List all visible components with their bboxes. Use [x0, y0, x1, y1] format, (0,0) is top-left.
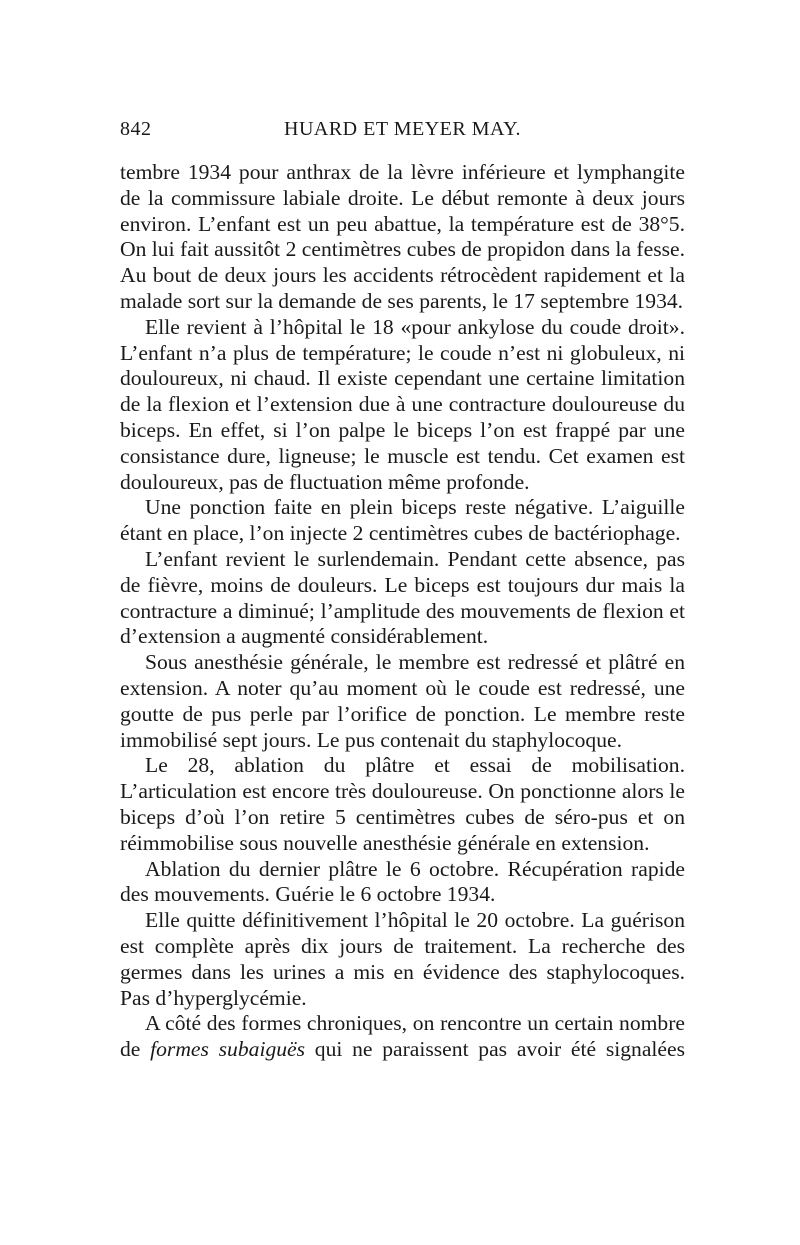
italic-phrase: formes subaiguës — [150, 1037, 306, 1062]
paragraph: Elle revient à l’hôpital le 18 «pour ankylose du coude droit». L’enfant n’a plus de température; le coude n’est ni globuleux, ni douloureux, ni chaud. Il existe cependant une certaine limitation de la flexion et l’extension due à une contracture douloureuse du biceps. En effet, si l’on palpe le biceps l’on est frappé par une consistance dure, ligneuse; le muscle est tendu. Cet examen est douloureux, pas de fluctuation même profonde. — [120, 314, 685, 494]
text-body — [120, 160, 685, 1063]
running-head — [120, 118, 685, 148]
running-title: HUARD ET MEYER MAY. — [284, 118, 521, 140]
paragraph: Ablation du dernier plâtre le 6 octobre. Récupération rapide des mouvements. Guérie le 6 octobre 1934. — [120, 856, 685, 907]
paragraph-last — [120, 1011, 685, 1063]
paragraph-last-before: A côté des formes chroniques, on rencontre un certain nombre de — [120, 1011, 685, 1062]
paragraph: Le 28, ablation du plâtre et essai de mobilisation. L’articulation est encore très douloureuse. On ponctionne alors le biceps d’où l’on retire 5 centimètres cubes de séro-pus et on réimmobilise sous nouvelle anesthésie générale en extension. — [120, 753, 685, 855]
paragraph: Elle quitte définitivement l’hôpital le 20 octobre. La guérison est complète après dix jours de traitement. La recherche des germes dans les urines a mis en évidence des staphylocoques. Pas d’hyperglycémie. — [120, 908, 685, 1010]
paragraph-continued: tembre 1934 pour anthrax de la lèvre inférieure et lymphangite de la commissure labiale droite. Le début remonte à deux jours environ. L’enfant est un peu abattue, la température est de 38°5. On lui fait aussitôt 2 centimètres cubes de propidon dans la fesse. Au bout de deux jours les accidents rétrocèdent rapidement et la malade sort sur la demande de ses parents, le 17 septembre 1934. — [120, 160, 685, 313]
paragraph: L’enfant revient le surlendemain. Pendant cette absence, pas de fièvre, moins de douleurs. Le biceps est toujours dur mais la contracture a diminué; l’amplitude des mouvements de flexion et d’extension a augmenté considérablement. — [120, 546, 685, 649]
paragraph-last-after: qui ne paraissent pas avoir été signalées — [305, 1037, 685, 1062]
page-number: 842 — [120, 118, 152, 140]
paragraph: Sous anesthésie générale, le membre est redressé et plâtré en extension. A noter qu’au moment où le coude est redressé, une goutte de pus perle par l’orifice de ponction. Le membre reste immobilisé sept jours. Le pus contenait du staphylocoque. — [120, 650, 685, 752]
paragraph: Une ponction faite en plein biceps reste négative. L’aiguille étant en place, l’on injecte 2 centimètres cubes de bactériophage. — [120, 495, 685, 546]
